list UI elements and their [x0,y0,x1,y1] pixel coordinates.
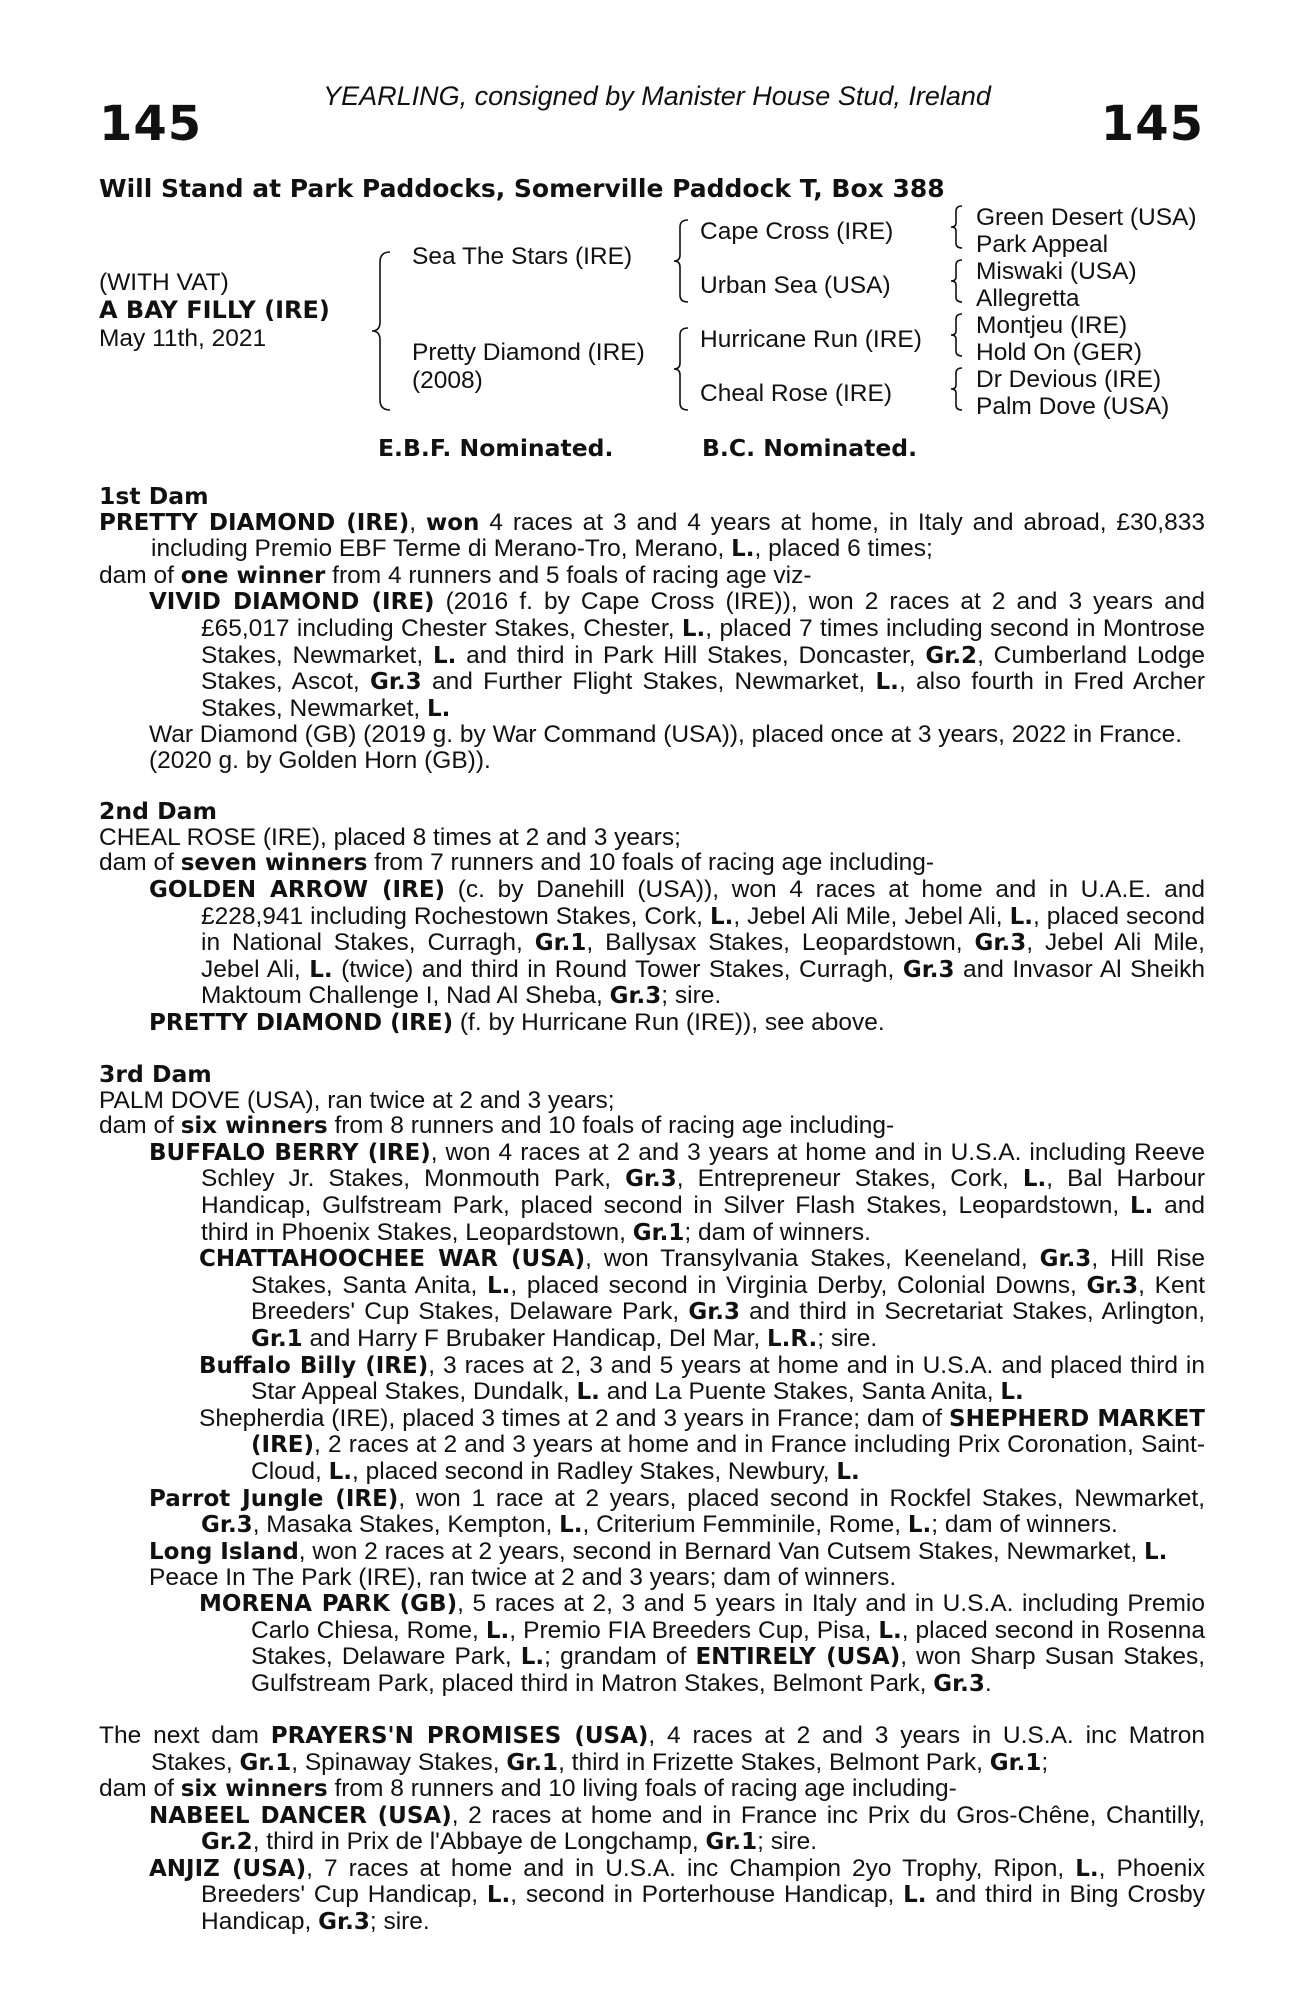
pedigree-paragraph [99,1486,1205,1539]
bold-run: Gr.3 [201,1512,253,1539]
text-run: from 8 runners and 10 living foals of racing age including- [327,1775,957,1803]
pedigree-paragraph [99,1803,1205,1856]
pedigree-paragraph [99,1591,1205,1697]
pedigree-brace-sire [672,218,690,304]
bold-run: PRETTY DIAMOND (IRE) [99,509,410,536]
text-run: ; sire. [817,1325,878,1352]
text-run: , Bal Harbour Handicap, Gulfstream Park, placed second in Silver Flash Stakes, Leopardstown, [201,1165,1205,1220]
pedigree-paragraph [99,748,1205,774]
text-run: , won 4 races at 2 and 3 years at home and in U.S.A. including Reeve Schley Jr. Stakes, Monmouth Park, [201,1138,1205,1193]
text-run: , placed 6 times; [754,535,933,563]
text-run: , placed second in Radley Stakes, Newbury, [352,1457,837,1485]
bold-run: Gr.2 [925,642,978,669]
bold-run: L. [681,615,706,642]
text-run: , Cumberland Lodge Stakes, Ascot, [201,641,1205,696]
text-run: , 3 races at 2, 3 and 5 years at home and in U.S.A. and placed third in Star Appeal Stakes, Dundalk, [251,1351,1205,1406]
text-run: , Ballysax Stakes, Leopardstown, [586,929,975,957]
pedigree-paragraph [99,1010,1205,1037]
bold-run: Gr.3 [318,1909,370,1936]
bold-run: Gr.3 [902,956,955,983]
bold-run: Parrot Jungle (IRE) [149,1485,399,1512]
text-run: from 7 runners and 10 foals of racing age including- [367,849,935,877]
vat-note: (WITH VAT) [99,269,229,296]
text-run: , third in Prix de l'Abbaye de Longchamp, [252,1828,706,1856]
text-run: ; [1041,1748,1049,1776]
bold-run: ENTIRELY (USA) [695,1644,901,1671]
bold-run: six winners [180,1776,328,1803]
bold-run: L. [486,1882,511,1909]
dam-year: (2008) [412,367,483,394]
pedigree-brace-gg-2 [950,258,964,304]
dam: Pretty Diamond (IRE) [412,339,645,366]
text-run: (twice) and third in Round Tower Stakes, Curragh, [332,955,903,983]
pedigree-paragraph [99,850,1205,877]
text-run: and third in Phoenix Stakes, Leopardstown, [201,1192,1205,1246]
horse-name: A BAY FILLY (IRE) [99,296,330,324]
bold-run: L. [1143,1538,1168,1565]
text-run: . [984,1669,992,1697]
text-run: , Masaka Stakes, Kempton, [252,1511,560,1539]
text-run: , [409,508,426,536]
text-run: , also fourth in Fred Archer Stakes, Newmarket, [201,668,1205,722]
gg-ancestor: Hold On (GER) [976,339,1143,366]
bold-run: L. [432,642,457,669]
bold-run: GOLDEN ARROW (IRE) [149,876,446,903]
text-run: , 2 races at home and in France inc Prix du Gros-Chêne, Chantilly, [451,1801,1206,1829]
section-gap [99,774,1205,800]
dam-family-text [99,484,1205,1936]
pedigree-paragraph [99,510,1205,563]
text-run: from 4 runners and 5 foals of racing age viz- [325,561,812,589]
bold-run: L. [328,1458,353,1485]
text-run: , 7 races at home and in U.S.A. inc Champion 2yo Trophy, Ripon, [306,1854,1076,1882]
bold-run: Gr.3 [1086,1272,1139,1299]
bold-run: Long Island [149,1538,299,1565]
bold-run: L. [1075,1855,1099,1882]
pedigree-paragraph [99,1406,1205,1486]
bold-run: L. [836,1458,860,1485]
bold-run: L. [878,1617,902,1644]
text-run: and third in Bing Crosby Handicap, [201,1881,1205,1936]
gg-ancestor: Montjeu (IRE) [976,312,1128,339]
pedigree-paragraph [99,563,1205,590]
bold-run: L. [485,1617,510,1644]
text-run: (c. by Danehill (USA)), won 4 races at home and in U.A.E. and £228,941 including Rochestown Stakes, Cork, [201,875,1205,930]
pedigree-paragraph [99,1776,1205,1803]
text-run: and third in Secretariat Stakes, Arlington, [740,1298,1205,1326]
text-run: , won 2 races at 2 years, second in Bernard Van Cutsem Stakes, Newmarket, [298,1537,1144,1565]
text-run: and Further Flight Stakes, Newmarket, [421,668,876,696]
text-run: , Hill Rise Stakes, Santa Anita, [251,1245,1205,1299]
bold-run: Gr.1 [251,1326,303,1352]
text-run: ; sire. [661,982,722,1010]
bold-run: VIVID DIAMOND (IRE) [149,589,435,616]
bold-run: PRETTY DIAMOND (IRE) [149,1009,454,1036]
bold-run: PRAYERS'N PROMISES (USA) [270,1722,649,1749]
bold-run: Gr.3 [625,1166,677,1193]
text-run: Shepherdia (IRE), placed 3 times at 2 and 3 years in France; dam of [199,1404,950,1432]
dam-sire: Hurricane Run (IRE) [700,326,922,353]
bold-run: L. [1129,1193,1154,1220]
bold-run: L. [907,1512,932,1539]
text-run: , placed second in Rosenna Stakes, Delaware Park, [251,1616,1206,1671]
bold-run: Gr.3 [688,1299,740,1326]
pedigree-paragraph [99,1539,1205,1566]
text-run: , Spinaway Stakes, [291,1748,507,1776]
pedigree-brace-gg-3 [950,312,964,358]
pedigree-brace-main [370,250,392,412]
bold-run: Gr.1 [632,1219,685,1246]
pedigree-paragraph [99,1113,1205,1140]
consignment-line: YEARLING, consigned by Manister House Stud, Ireland [323,81,991,111]
section-gap [99,1036,1205,1062]
pedigree-paragraph [99,1856,1205,1936]
text-run: , won Sharp Susan Stakes, Gulfstream Park, placed third in Matron Stakes, Belmont Park, [251,1643,1206,1697]
bold-run: L. [427,695,451,722]
bold-run: seven winners [180,850,368,877]
sire: Sea The Stars (IRE) [412,243,633,270]
text-run: , won Transylvania Stakes, Keeneland, [585,1245,1040,1273]
text-run: , placed second in Virginia Derby, Colonial Downs, [510,1271,1087,1299]
text-run: ; sire. [369,1908,430,1936]
sire-sire: Cape Cross (IRE) [700,218,894,245]
gg-ancestor: Miswaki (USA) [976,258,1137,285]
text-run: dam of [99,1112,181,1140]
text-run: PALM DOVE (USA), ran twice at 2 and 3 years; [99,1086,615,1114]
gg-ancestor: Green Desert (USA) [976,204,1197,231]
section-heading: 3rd Dam [99,1060,212,1089]
bold-run: L. [520,1644,545,1671]
text-run: , Criterium Femminile, Rome, [582,1511,908,1539]
text-run: , 4 races at 2 and 3 years in U.S.A. inc Matron Stakes, [151,1721,1205,1776]
text-run: , second in Porterhouse Handicap, [510,1881,904,1909]
bold-run: L. [903,1882,927,1909]
pedigree-paragraph [99,825,1205,851]
gg-ancestor: Park Appeal [976,231,1109,258]
bold-run: ANJIZ (USA) [149,1855,307,1882]
bold-run: L. [576,1379,600,1406]
bold-run: L. [1022,1166,1047,1193]
text-run: The next dam [99,1721,271,1749]
text-run: and Harry F Brubaker Handicap, Del Mar, [302,1325,768,1352]
pedigree-brace-gg-4 [950,366,964,412]
bold-run: L. [1000,1379,1024,1406]
bold-run: Gr.1 [534,930,587,957]
text-run: , 5 races at 2, 3 and 5 years in Italy and in U.S.A. including Premio Carlo Chiesa, Rome, [251,1589,1206,1644]
bold-run: L. [486,1272,511,1299]
gg-ancestor: Dr Devious (IRE) [976,366,1162,393]
bold-run: L. [875,669,899,696]
bold-run: Gr.3 [1039,1246,1092,1273]
section-heading: 1st Dam [99,482,209,510]
bold-run: L. [559,1512,583,1539]
pedigree-paragraph [99,1140,1205,1246]
text-run: (2020 g. by Golden Horn (GB)). [149,746,491,774]
text-run: and Invasor Al Sheikh Maktoum Challenge I, Nad Al Sheba, [201,955,1205,1010]
text-run: ; dam of winners. [931,1511,1118,1539]
bold-run: Gr.3 [974,930,1027,957]
section-gap [99,1697,1205,1723]
text-run: ; sire. [757,1828,818,1856]
text-run: , 2 races at 2 and 3 years at home and in France including Prix Coronation, Saint-Cloud, [251,1431,1205,1485]
text-run: dam of [99,1775,181,1803]
text-run: and La Puente Stakes, Santa Anita, [599,1378,1001,1406]
bc-nominated: B.C. Nominated. [702,434,918,462]
foaling-date: May 11th, 2021 [99,325,267,352]
bold-run: L.R. [767,1326,818,1352]
text-run: dam of [99,849,181,877]
pedigree-paragraph [99,1246,1205,1352]
text-run: and third in Park Hill Stakes, Doncaster, [456,641,926,669]
text-run: CHEAL ROSE (IRE), placed 8 times at 2 and 3 years; [99,823,681,851]
bold-run: Buffalo Billy (IRE) [199,1352,429,1379]
bold-run: Gr.1 [239,1749,292,1776]
text-run: , Jebel Ali Mile, Jebel Ali, [201,929,1205,983]
bold-run: Gr.1 [506,1749,559,1776]
pedigree-paragraph [99,1088,1205,1114]
text-run: , third in Frizette Stakes, Belmont Park, [558,1748,990,1776]
text-run: , Phoenix Breeders' Cup Handicap, [201,1854,1205,1909]
bold-run: Gr.1 [989,1749,1042,1776]
bold-run: Gr.3 [370,669,422,696]
pedigree-brace-dam [672,326,690,412]
bold-run: L. [309,956,333,983]
bold-run: L. [731,536,755,563]
bold-run: won [425,509,480,536]
dam-dam: Cheal Rose (IRE) [700,380,892,407]
ebf-nominated: E.B.F. Nominated. [378,434,614,462]
section-heading: 2nd Dam [99,797,217,826]
bold-run: one winner [180,562,326,589]
text-run: , Premio FIA Breeders Cup, Pisa, [509,1616,879,1644]
gg-ancestor: Palm Dove (USA) [976,393,1170,420]
bold-run: Gr.1 [705,1829,758,1856]
text-run: , placed 7 times including second in Montrose Stakes, Newmarket, [201,614,1205,669]
bold-run: L. [1009,903,1033,930]
text-run: , placed second in National Stakes, Curragh, [201,902,1206,957]
gg-ancestor: Allegretta [976,285,1080,312]
text-run: , Entrepreneur Stakes, Cork, [676,1165,1023,1193]
text-run: ; grandam of [544,1643,696,1671]
bold-run: L. [709,903,734,930]
bold-run: Gr.2 [201,1829,253,1856]
pedigree-paragraph [99,877,1205,1010]
text-run: (f. by Hurricane Run (IRE)), see above. [453,1008,885,1036]
bold-run: SHEPHERD MARKET (IRE) [251,1405,1205,1459]
text-run: from 8 runners and 10 foals of racing age including- [327,1112,895,1140]
pedigree-brace-gg-1 [950,204,964,250]
lot-number-right: 145 [1100,96,1204,152]
bold-run: CHATTAHOOCHEE WAR (USA) [199,1246,586,1273]
pedigree-paragraph [99,1353,1205,1406]
pedigree-paragraph [99,1565,1205,1591]
text-run: ; dam of winners. [684,1218,871,1246]
text-run: , Kent Breeders' Cup Stakes, Delaware Park, [251,1271,1206,1326]
lot-number-left: 145 [99,96,203,152]
text-run: (2016 f. by Cape Cross (IRE)), won 2 races at 2 and 3 years and £65,017 including Chester Stakes, Chester, [201,588,1205,642]
bold-run: Gr.3 [933,1670,985,1697]
bold-run: six winners [180,1113,328,1140]
bold-run: MORENA PARK (GB) [199,1590,458,1617]
text-run: dam of [99,561,181,589]
stand-location: Will Stand at Park Paddocks, Somerville Paddock T, Box 388 [99,174,945,203]
bold-run: Gr.3 [609,983,662,1010]
bold-run: NABEEL DANCER (USA) [149,1802,452,1829]
bold-run: BUFFALO BERRY (IRE) [149,1139,431,1166]
text-run: Peace In The Park (IRE), ran twice at 2 and 3 years; dam of winners. [149,1564,897,1592]
text-run: , Jebel Ali Mile, Jebel Ali, [733,902,1010,930]
pedigree-paragraph [99,1723,1205,1776]
text-run: 4 races at 3 and 4 years at home, in Italy and abroad, £30,833 including Premio EBF Terme di Merano-Tro, Merano, [151,508,1205,563]
text-run: , won 1 race at 2 years, placed second in Rockfel Stakes, Newmarket, [398,1484,1206,1512]
text-run: War Diamond (GB) (2019 g. by War Command (USA)), placed once at 3 years, 2022 in France. [149,721,1183,749]
pedigree-paragraph [99,589,1205,722]
sire-dam: Urban Sea (USA) [700,272,891,299]
pedigree-paragraph [99,722,1205,748]
